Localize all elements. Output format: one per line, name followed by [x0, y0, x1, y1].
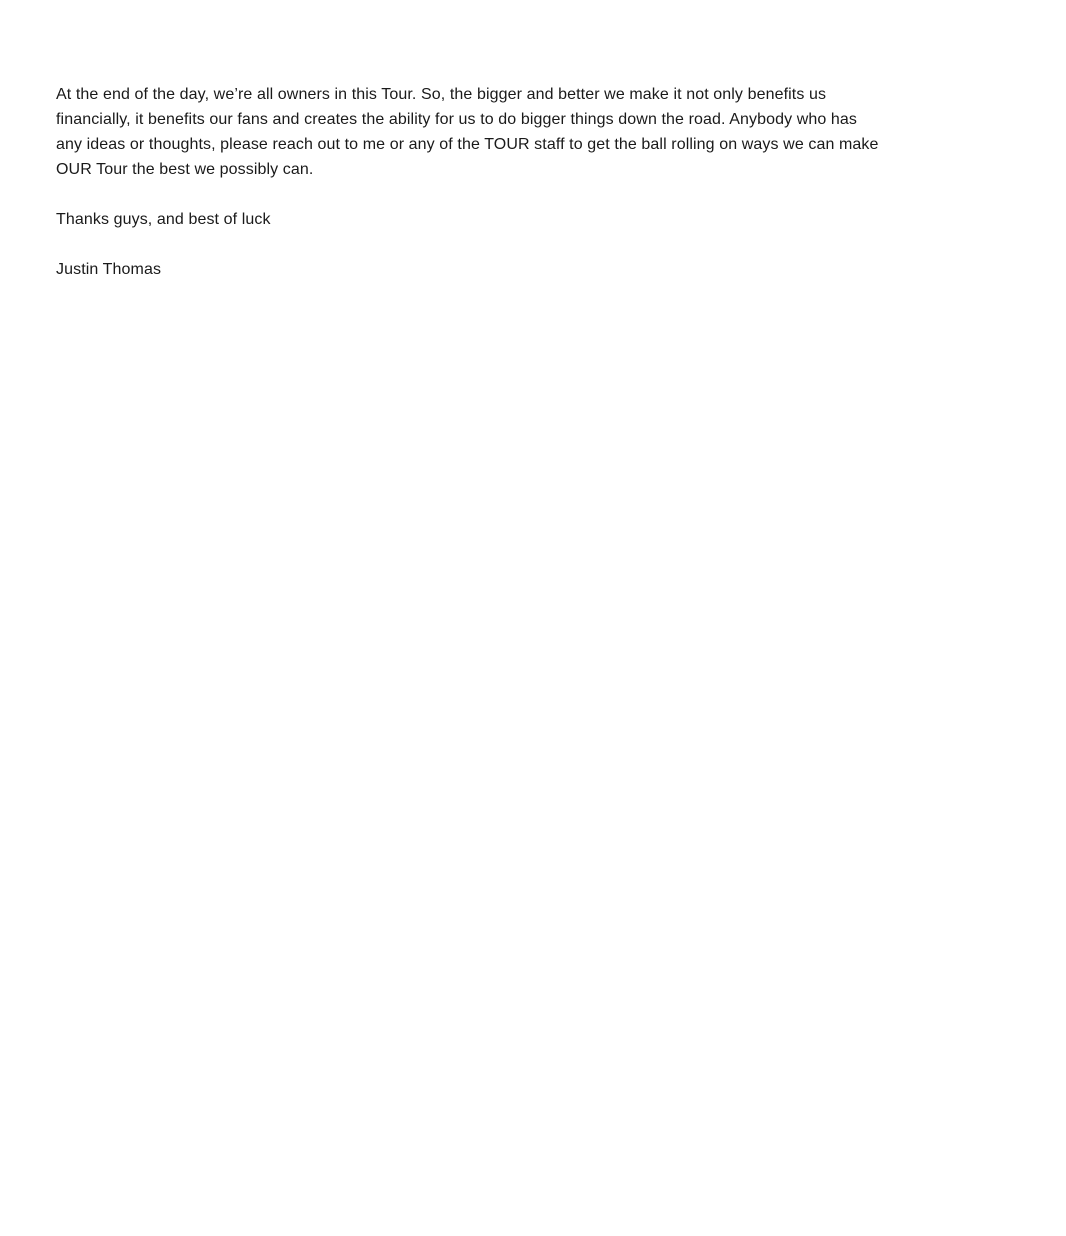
document-body [56, 82, 879, 282]
closing-text: Thanks guys, and best of luck [56, 211, 271, 228]
text-line: At the end of the day, we’re all owners in this Tour. So, the bigger and better we make it not only benefits us [56, 86, 827, 103]
paragraph-signature [56, 257, 879, 282]
text-line: financially, it benefits our fans and creates the ability for us to do bigger things down the road. Anybody who has [56, 111, 858, 128]
text-line: OUR Tour the best we possibly can. [56, 161, 314, 178]
text-line: any ideas or thoughts, please reach out to me or any of the TOUR staff to get the ball rolling on ways we can make [56, 136, 879, 153]
paragraph-main [56, 82, 879, 182]
paragraph-closing [56, 207, 879, 232]
signature: Justin Thomas [56, 261, 162, 278]
